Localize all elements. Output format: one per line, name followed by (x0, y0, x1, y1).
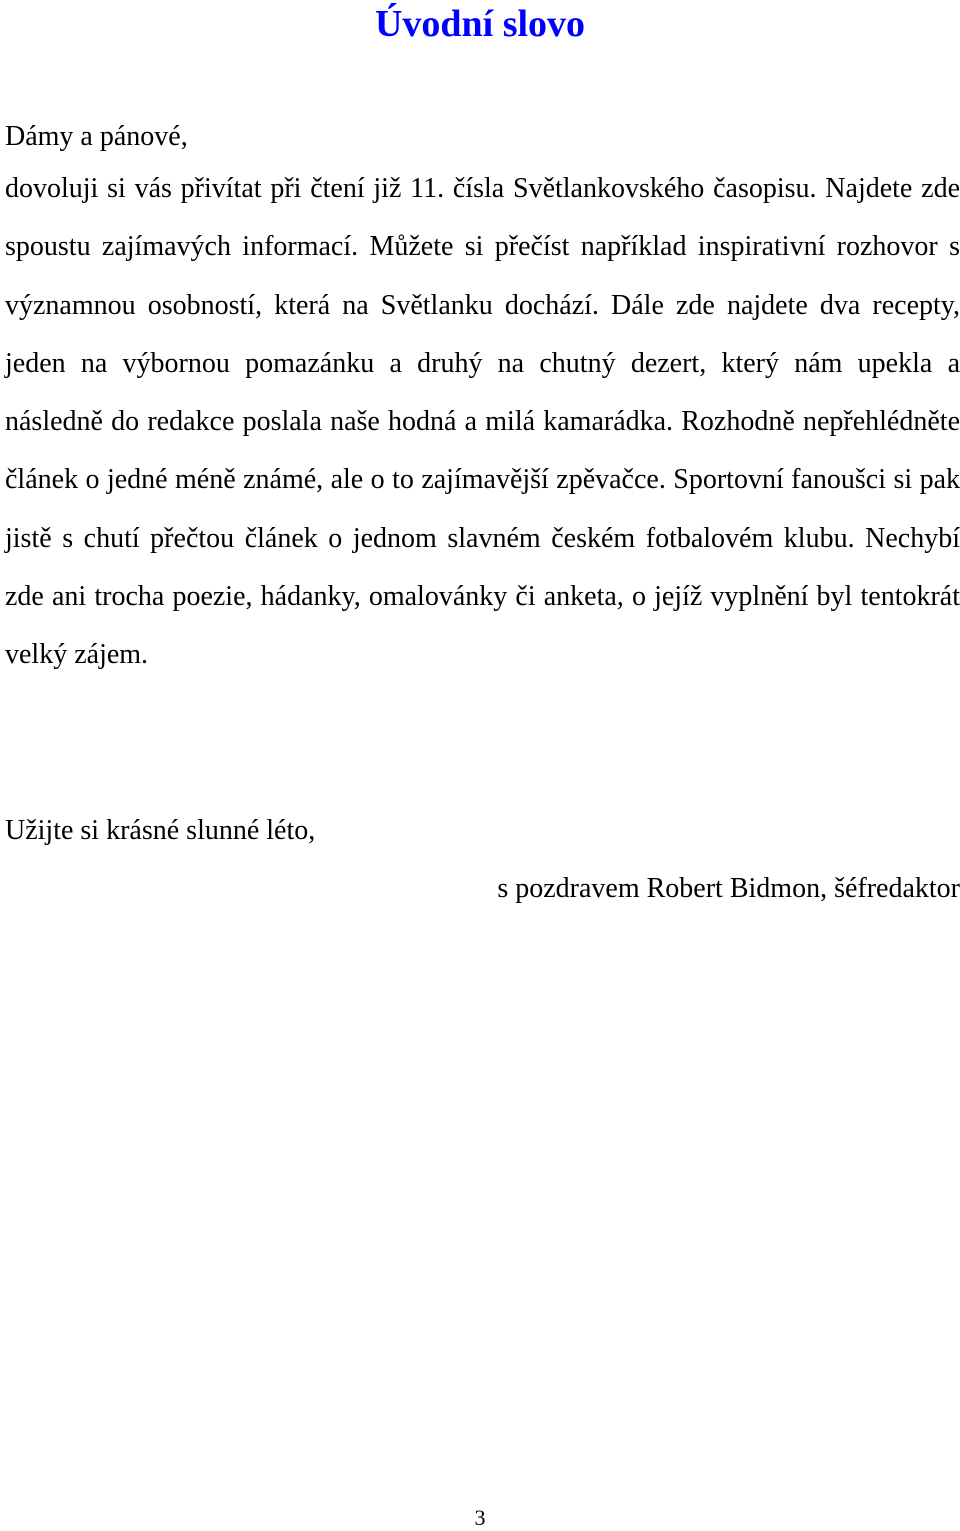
page-number: 3 (474, 1505, 486, 1530)
salutation: Dámy a pánové, (5, 121, 188, 152)
body-paragraph: dovoluji si vás přivítat při čtení již 11. čísla Světlankovského časopisu. Najdete zde spoustu zajímavých informací. Můžete si přečíst například inspirativní rozhovor s významnou osobností, která na Světlanku dochází. Dále zde najdete dva recepty, jeden na výbornou pomazánku a druhý na chutný dezert, který nám upekla a následně do redakce poslala naše hodná a milá kamarádka. Rozhodně nepřehlédněte článek o jedné méně známé, ale o to zajímavější zpěvačce. Sportovní fanoušci si pak jistě s chutí přečtou článek o jednom slavném českém fotbalovém klubu. Nechybí zde ani trocha poezie, hádanky, omalovánky či anketa, o jejíž vyplnění byl tentokrát velký zájem. (5, 173, 960, 671)
page-title: Úvodní slovo (374, 3, 586, 45)
closing-line: Užijte si krásné slunné léto, (5, 815, 316, 846)
signature: s pozdravem Robert Bidmon, šéfredaktor (497, 873, 960, 904)
